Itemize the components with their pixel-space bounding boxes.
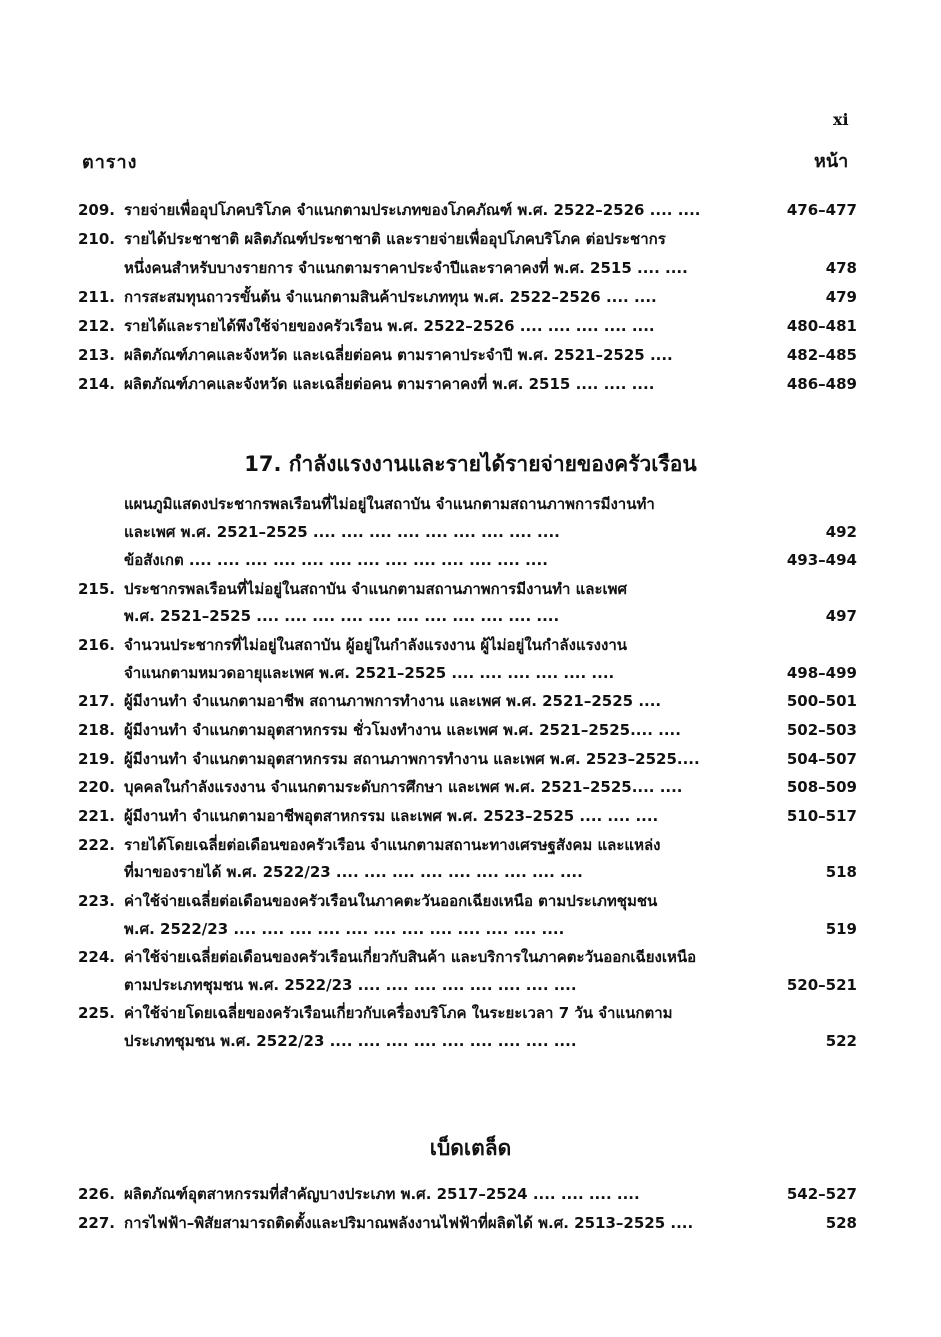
entry-number: 210. [78,230,116,248]
entry-pages: 520–521 [786,975,857,994]
entry-number: 211. [78,288,116,306]
entry-title: หนึ่งคนสำหรับบางรายการ จำแนกตามราคาประจำปีและราคาคงที่ พ.ศ. 2515 .... .... [124,259,688,277]
entry-title: ผู้มีงานทำ จำแนกตามอุตสาหกรรม ชั่วโมงทำงาน และเพศ พ.ศ. 2521–2525.... .... [124,721,681,739]
entry-number: 222. [78,835,116,854]
entry-number: 213. [78,346,116,364]
section-17-title: 17. กำลังแรงงานและรายได้รายจ่ายของครัวเรือน [244,452,697,476]
entry-title: ผู้มีงานทำ จำแนกตามอาชีพ สถานภาพการทำงาน และเพศ พ.ศ. 2521–2525 .... [124,692,662,711]
entry-pages: 492 [825,522,857,541]
entry-pages: 519 [825,919,857,938]
entry-pages: 486–489 [786,375,857,393]
entry-number: 216. [78,636,116,655]
column-header-table: ตาราง [82,152,138,173]
entry-pages: 522 [825,1031,857,1050]
entry-title: ตามประเภทชุมชน พ.ศ. 2522/23 .... .... .... .... .... .... .... .... [124,975,577,994]
entry-title: การสะสมทุนถาวรขั้นต้น จำแนกตามสินค้าประเภททุน พ.ศ. 2522–2526 .... .... [124,288,657,306]
entry-number: 219. [78,749,116,768]
entry-pages: 476–477 [786,201,857,219]
entry-title: รายจ่ายเพื่ออุปโภคบริโภค จำแนกตามประเภทของโภคภัณฑ์ พ.ศ. 2522–2526 .... .... [124,201,701,219]
entry-title: ค่าใช้จ่ายเฉลี่ยต่อเดือนของครัวเรือนในภาคตะวันออกเฉียงเหนือ ตามประเภทชุมชน [124,892,658,910]
entry-number: 214. [78,375,116,393]
entry-title: ผู้มีงานทำ จำแนกตามอุตสาหกรรม สถานภาพการทำงาน และเพศ พ.ศ. 2523–2525.... [124,749,700,768]
entry-title: ประชากรพลเรือนที่ไม่อยู่ในสถาบัน จำแนกตามสถานภาพการมีงานทำ และเพศ [124,579,628,598]
entry-title: รายได้และรายได้พึงใช้จ่ายของครัวเรือน พ.ศ. 2522–2526 .... .... .... .... .... [124,317,655,335]
entry-pages: 480–481 [786,317,857,335]
entry-pages: 478 [825,259,857,277]
entry-title: ผลิตภัณฑ์อุตสาหกรรมที่สำคัญบางประเภท พ.ศ. 2517–2524 .... .... .... .... [124,1185,640,1203]
entry-title: รายได้ประชาชาติ ผลิตภัณฑ์ประชาชาติ และรายจ่ายเพื่ออุปโภคบริโภค ต่อประชากร [124,230,666,248]
entry-number: 224. [78,948,116,967]
entry-pages: 498–499 [786,663,857,682]
entry-pages: 500–501 [786,692,857,711]
entry-title: ที่มาของรายได้ พ.ศ. 2522/23 .... .... .... .... .... .... .... .... .... [124,863,583,882]
column-header-page: หน้า [814,151,849,172]
entry-pages: 510–517 [786,807,857,826]
entry-pages: 504–507 [786,749,857,768]
entry-pages: 497 [825,607,857,626]
entry-title: ค่าใช้จ่ายโดยเฉลี่ยของครัวเรือนเกี่ยวกับเครื่องบริโภค ในระยะเวลา 7 วัน จำแนกตาม [124,1004,673,1023]
entry-pages: 518 [825,863,857,882]
entry-title: พ.ศ. 2521–2525 .... .... .... .... .... .... .... .... .... .... .... [124,607,560,626]
entry-title: ผลิตภัณฑ์ภาคและจังหวัด และเฉลี่ยต่อคน ตามราคาประจำปี พ.ศ. 2521–2525 .... [124,346,673,364]
entry-pages: 508–509 [786,778,857,797]
entry-title: จำนวนประชากรที่ไม่อยู่ในสถาบัน ผู้อยู่ในกำลังแรงงาน ผู้ไม่อยู่ในกำลังแรงงาน [124,636,627,655]
entry-title: ข้อสังเกต .... .... .... .... .... .... .... .... .... .... .... .... .... [124,551,548,570]
entry-pages: 482–485 [786,346,857,364]
entry-title: แผนภูมิแสดงประชากรพลเรือนที่ไม่อยู่ในสถาบัน จำแนกตามสถานภาพการมีงานทำ [124,495,655,513]
entry-title: ค่าใช้จ่ายเฉลี่ยต่อเดือนของครัวเรือนเกี่ยวกับสินค้า และบริการในภาคตะวันออกเฉียงเหนือ [124,948,697,967]
section-misc-title: เบ็ดเตล็ด [429,1136,512,1160]
entry-number: 227. [78,1214,116,1232]
entry-number: 225. [78,1004,116,1023]
entry-pages: 502–503 [786,721,857,739]
entry-number: 226. [78,1185,116,1203]
entry-pages: 528 [825,1214,857,1232]
entry-title: บุคคลในกำลังแรงงาน จำแนกตามระดับการศึกษา และเพศ พ.ศ. 2521–2525.... .... [124,778,683,797]
entry-number: 212. [78,317,116,335]
entry-pages: 479 [825,288,857,306]
entry-title: พ.ศ. 2522/23 .... .... .... .... .... .... .... .... .... .... .... .... [124,919,565,938]
entry-title: การไฟฟ้า–พิสัยสามารถติดตั้งและปริมาณพลังงานไฟฟ้าที่ผลิตได้ พ.ศ. 2513–2525 .... [124,1214,694,1232]
entry-number: 218. [78,721,116,739]
entry-title: จำแนกตามหมวดอายุและเพศ พ.ศ. 2521–2525 .... .... .... .... .... .... [124,663,615,682]
entry-number: 209. [78,201,116,219]
page-number: xi [833,110,849,129]
entry-number: 223. [78,892,116,910]
entry-number: 217. [78,692,116,711]
entry-number: 221. [78,807,116,826]
entry-title: ประเภทชุมชน พ.ศ. 2522/23 .... .... .... .... .... .... .... .... .... [124,1031,577,1050]
entry-title: และเพศ พ.ศ. 2521–2525 .... .... .... .... .... .... .... .... .... [124,522,560,541]
entry-pages: 493–494 [786,551,857,570]
entry-pages: 542–527 [786,1185,857,1203]
entry-number: 220. [78,778,116,797]
entry-title: ผลิตภัณฑ์ภาคและจังหวัด และเฉลี่ยต่อคน ตามราคาคงที่ พ.ศ. 2515 .... .... .... [124,375,655,393]
entry-number: 215. [78,579,116,598]
entry-title: รายได้โดยเฉลี่ยต่อเดือนของครัวเรือน จำแนกตามสถานะทางเศรษฐสังคม และแหล่ง [124,835,661,854]
entry-title: ผู้มีงานทำ จำแนกตามอาชีพอุตสาหกรรม และเพศ พ.ศ. 2523–2525 .... .... .... [124,807,659,826]
